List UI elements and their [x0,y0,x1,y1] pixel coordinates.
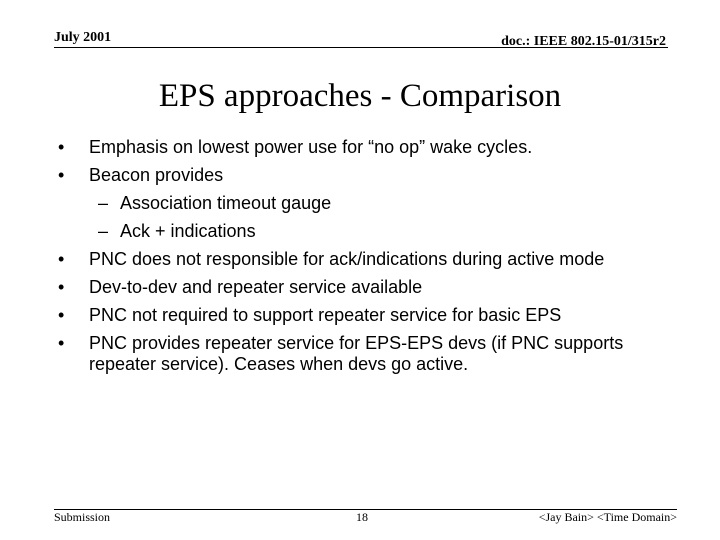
bullet-item [58,333,668,375]
bullet-text: Emphasis on lowest power use for “no op” wake cycles. [89,137,533,157]
sub-bullet-text: Association timeout gauge [120,193,332,213]
bullet-text: Beacon provides [89,165,224,185]
bullet-text: Dev-to-dev and repeater service available [89,277,423,297]
bullet-marker: • [58,249,65,269]
bullet-marker: • [58,165,65,185]
bullet-item [58,165,668,242]
header-doc-id: doc.: IEEE 802.15-01/315r2 [501,34,666,49]
bullet-marker: • [58,277,65,297]
bullet-list [58,137,668,382]
footer-submission: Submission [54,510,111,524]
page-number: 18 [356,510,368,524]
slide-title: EPS approaches - Comparison [158,78,562,114]
bullet-text: PNC provides repeater service for EPS-EPS devs (if PNC supports repeater service). Ceases when devs go active. [89,333,624,374]
bullet-text: PNC does not responsible for ack/indications during active mode [89,249,605,269]
header-divider [54,47,668,48]
bullet-item [58,249,668,270]
header-date: July 2001 [54,30,112,45]
sub-bullet-item [58,221,668,242]
bullet-item [58,137,668,158]
bullet-marker: • [58,333,65,353]
bullet-item [58,277,668,298]
sub-bullet-marker: – [98,221,109,241]
sub-bullet-item [58,193,668,214]
bullet-item [58,305,668,326]
bullet-marker: • [58,305,65,325]
sub-bullet-text: Ack + indications [120,221,256,241]
bullet-marker: • [58,137,65,157]
sub-bullet-marker: – [98,193,109,213]
footer-author: <Jay Bain> <Time Domain> [538,510,677,524]
bullet-text: PNC not required to support repeater service for basic EPS [89,305,562,325]
